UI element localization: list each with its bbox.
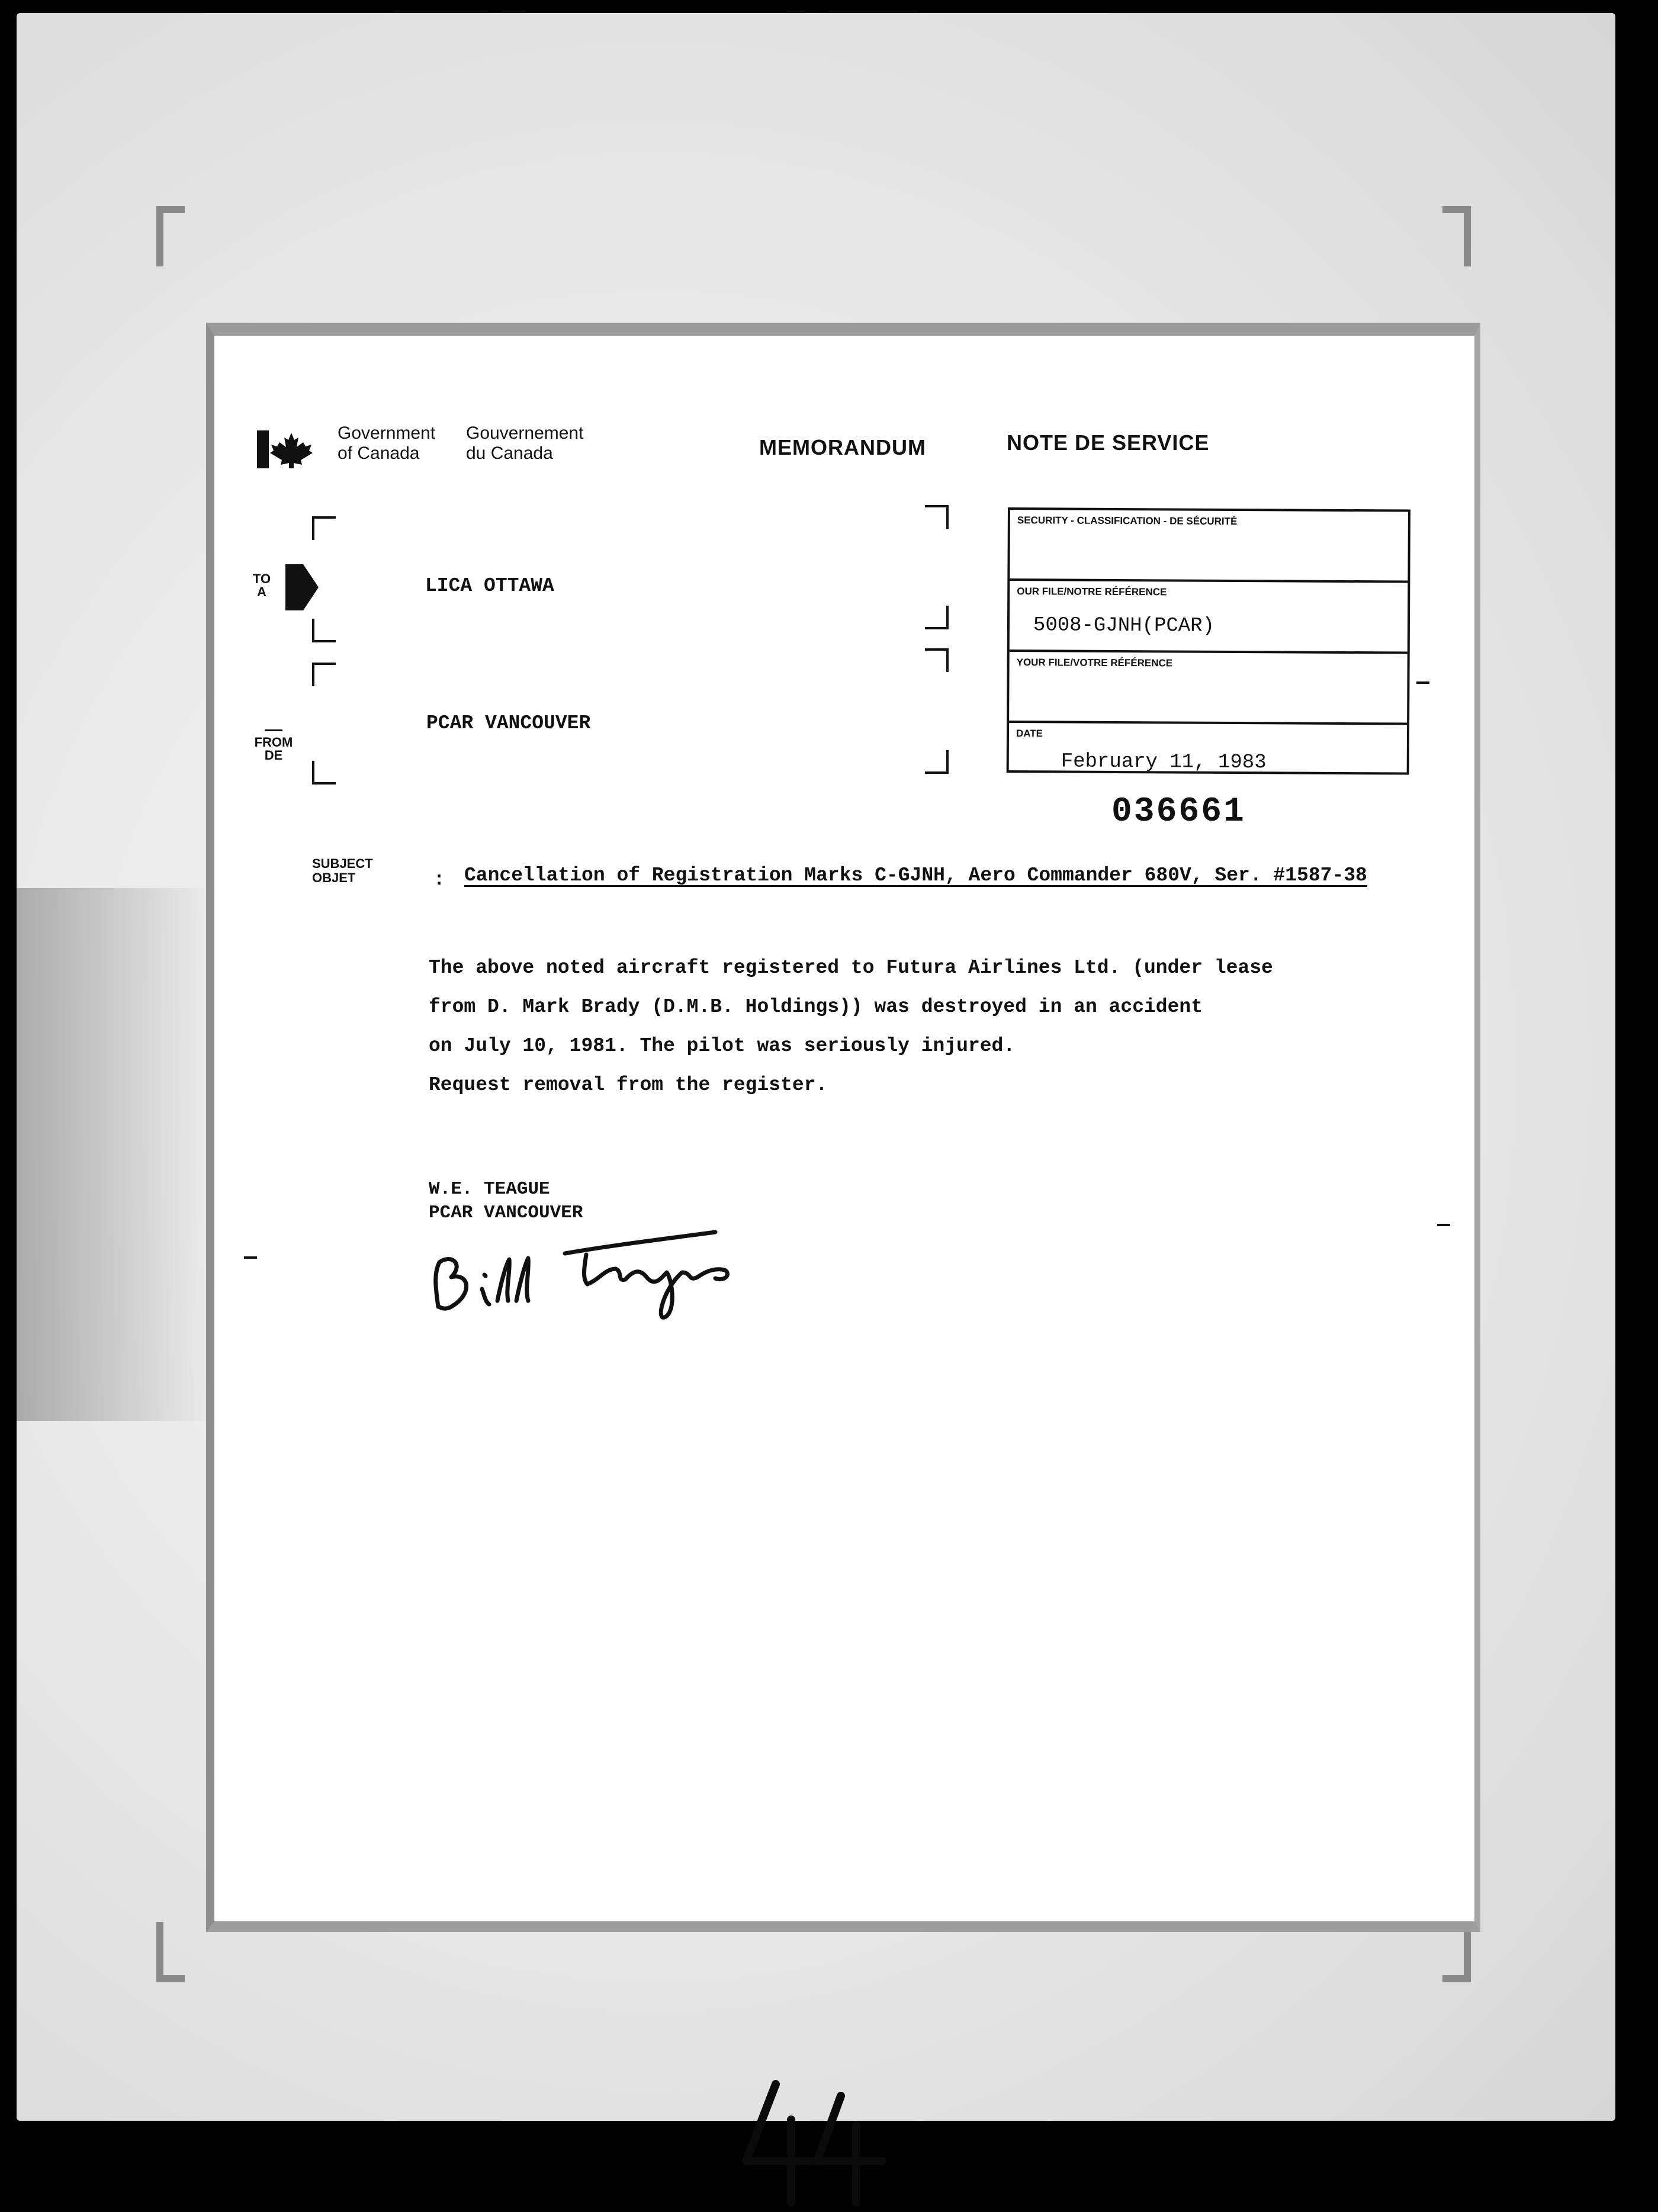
body-line: on July 10, 1981. The pilot was seriously injured. [429, 1035, 1016, 1057]
from-label-bar [265, 729, 282, 731]
subject-value: Cancellation of Registration Marks C-GJNH, Aero Commander 680V, Ser. #1587-38 [464, 864, 1367, 886]
date-label: DATE [1016, 728, 1043, 740]
crop-mark-top-left [156, 206, 185, 266]
handwritten-signature [428, 1218, 806, 1336]
memo-title-fr: NOTE DE SERVICE [1007, 430, 1210, 455]
subject-label [312, 857, 373, 885]
from-label-en: FROM [254, 735, 293, 750]
your-file-cell [1009, 652, 1408, 725]
from-label-fr: DE [264, 748, 283, 763]
to-label-en: TO [252, 571, 271, 586]
body-line: The above noted aircraft registered to Futura Airlines Ltd. (under lease [429, 957, 1273, 979]
memo-body [429, 949, 1273, 1105]
signatory-office: PCAR VANCOUVER [429, 1203, 583, 1223]
memo-title-en: MEMORANDUM [759, 435, 926, 459]
to-label-fr: A [257, 584, 266, 599]
crop-mark-bottom-left [156, 1922, 185, 1982]
memo-page [206, 323, 1480, 1932]
subject-label-en: SUBJECT [312, 856, 373, 871]
date-value: February 11, 1983 [1061, 750, 1267, 774]
our-file-value: 5008-GJNH(PCAR) [1033, 614, 1215, 638]
from-bracket-top-left [312, 663, 336, 686]
gov-en-line1: Government [338, 423, 436, 443]
security-label: SECURITY - CLASSIFICATION - DE SÉCURITÉ [1017, 515, 1238, 528]
to-bracket-bottom-right [925, 606, 949, 629]
subject-colon: : [433, 869, 445, 890]
government-of-canada-fr [466, 423, 583, 464]
our-file-cell [1010, 581, 1408, 654]
security-classification-cell [1010, 510, 1408, 583]
body-line: Request removal from the register. [429, 1074, 828, 1096]
from-bracket-bottom-right [925, 750, 949, 774]
to-bracket-top-right [925, 505, 949, 529]
our-file-label: OUR FILE/NOTRE RÉFÉRENCE [1017, 586, 1167, 598]
canada-flag-icon [257, 430, 322, 468]
your-file-label: YOUR FILE/VOTRE RÉFÉRENCE [1016, 657, 1173, 669]
serial-number-stamp: 036661 [1111, 793, 1246, 831]
scan-shadow [17, 888, 212, 1421]
gov-en-line2: of Canada [338, 443, 420, 463]
gov-fr-line1: Gouvernement [466, 423, 584, 443]
signatory-name: W.E. TEAGUE [429, 1179, 550, 1200]
handwritten-page-number [734, 2072, 900, 2208]
from-bracket-top-right [925, 648, 949, 672]
from-label [250, 729, 297, 762]
subject-label-fr: OBJET [312, 870, 356, 885]
margin-tick-right [1437, 1224, 1450, 1226]
to-bracket-top-left [312, 516, 336, 540]
margin-tick-right-top [1416, 681, 1429, 684]
government-of-canada-en [338, 423, 435, 464]
to-value: LICA OTTAWA [425, 575, 554, 597]
from-value: PCAR VANCOUVER [426, 712, 591, 734]
reference-box [1007, 507, 1410, 775]
gov-fr-line2: du Canada [466, 443, 553, 463]
body-line: from D. Mark Brady (D.M.B. Holdings)) was destroyed in an accident [429, 996, 1203, 1018]
margin-tick-left [244, 1256, 257, 1259]
to-label [244, 573, 279, 599]
crop-mark-top-right [1442, 206, 1471, 266]
from-bracket-bottom-left [312, 761, 336, 785]
to-bracket-bottom-left [312, 619, 336, 642]
date-cell [1009, 723, 1407, 773]
arrow-right-icon [285, 564, 319, 610]
